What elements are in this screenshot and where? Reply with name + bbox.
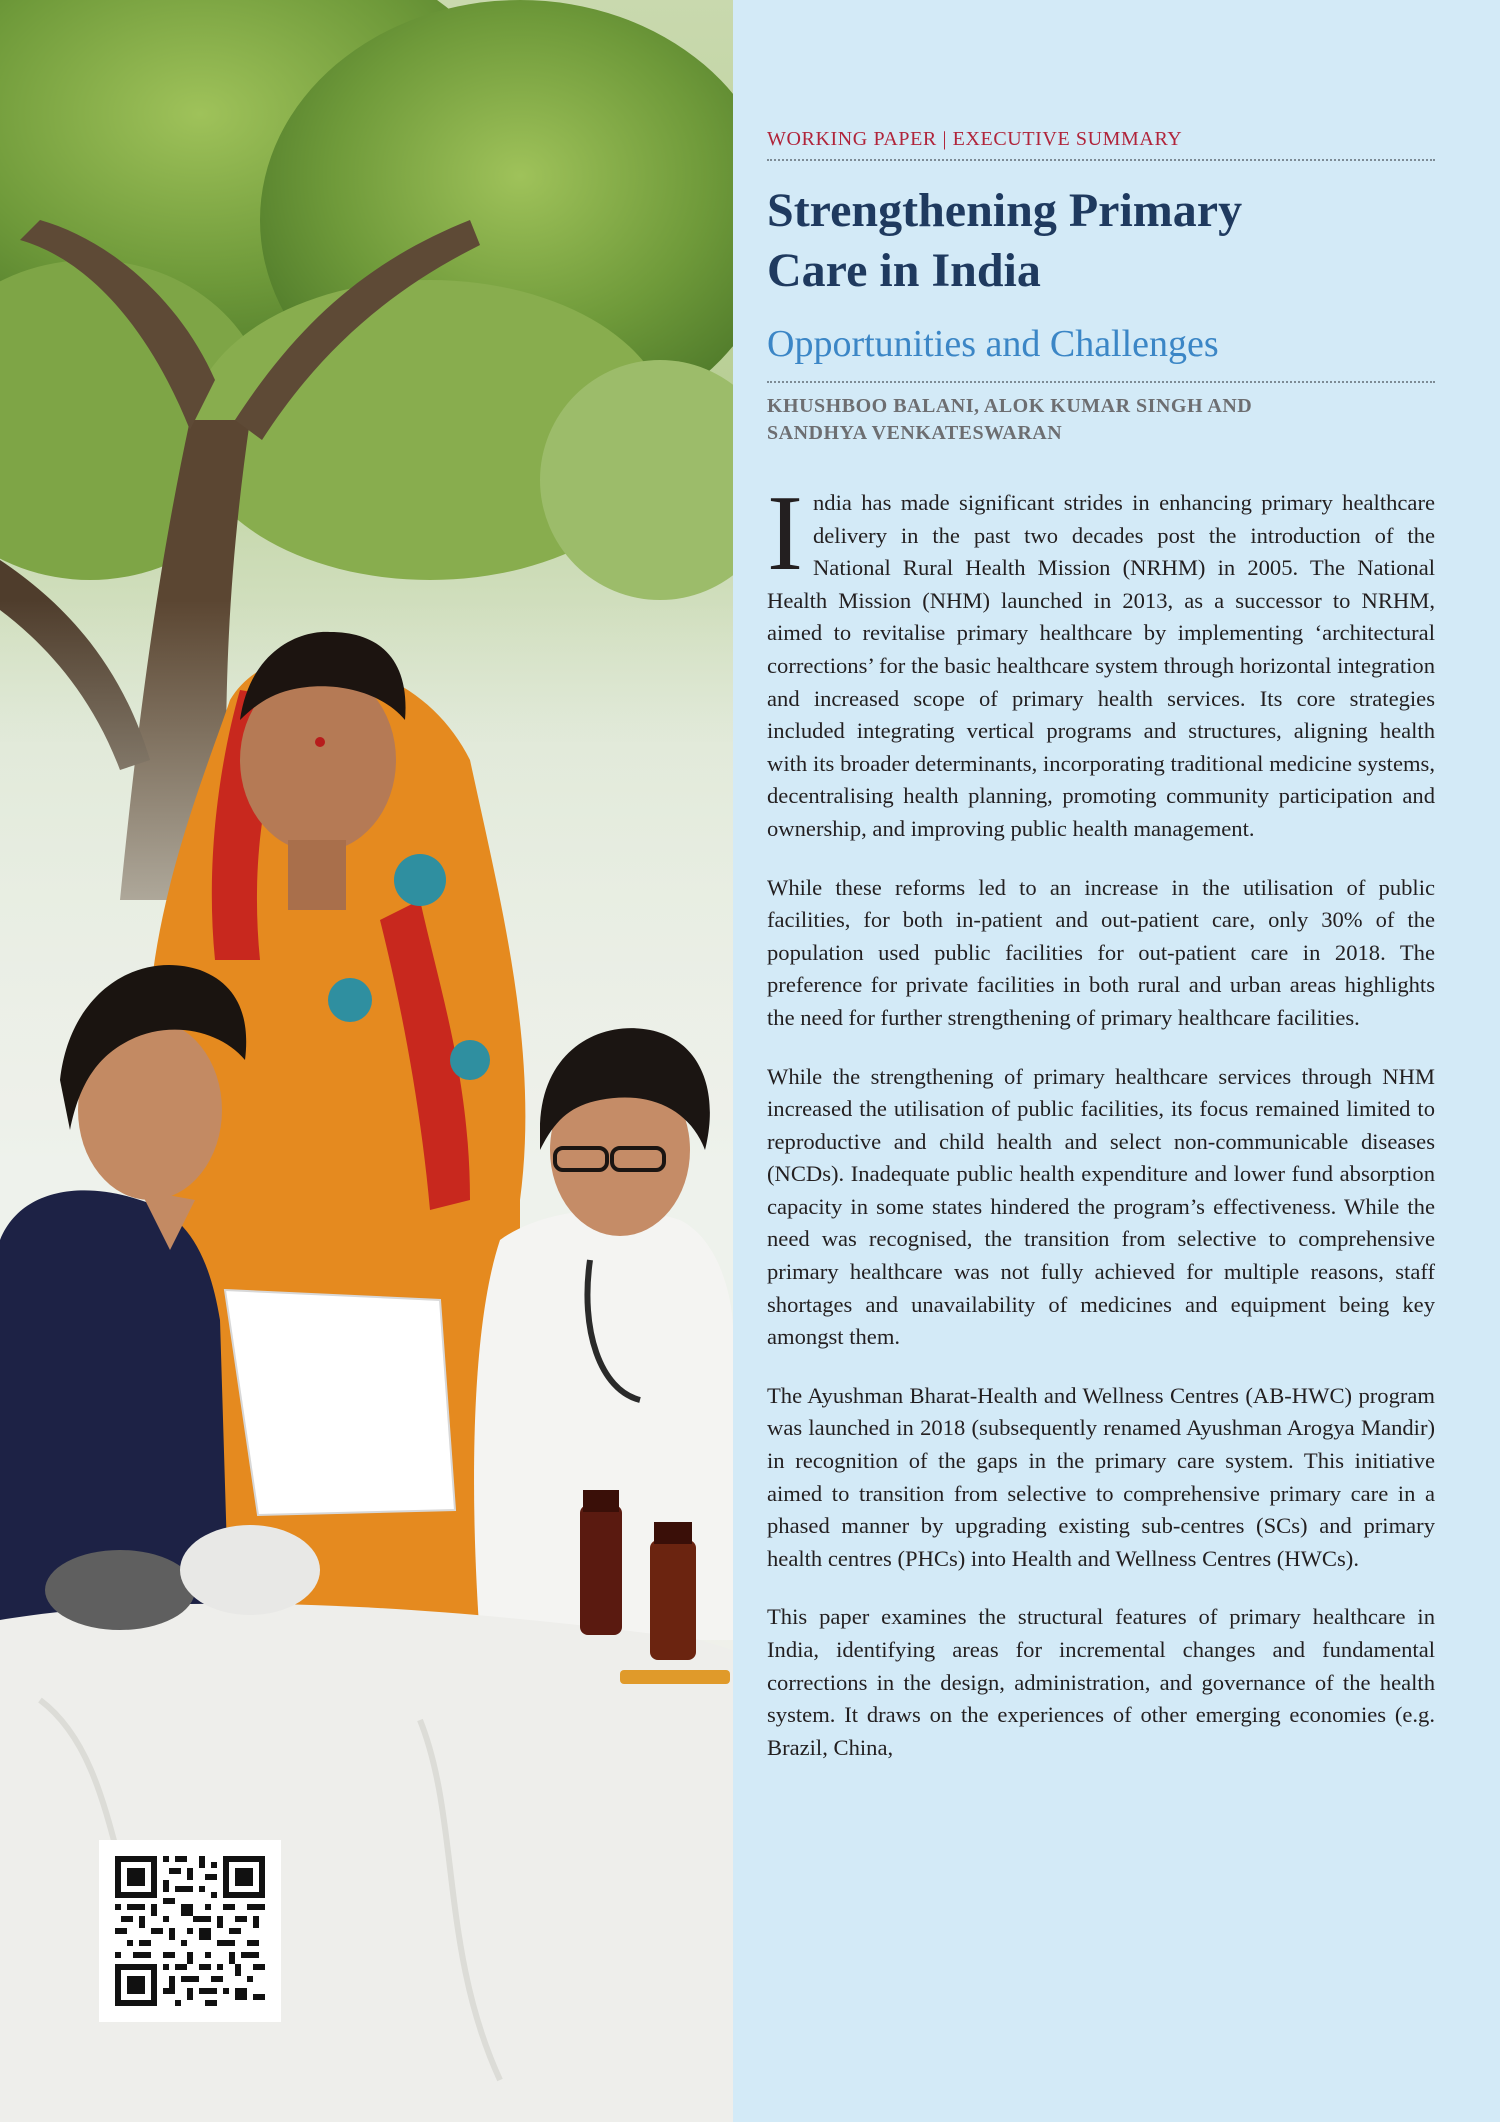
cover-photo-illustration [0, 0, 733, 2122]
qr-code-icon [115, 1856, 265, 2006]
summary-panel [733, 0, 1500, 2122]
qr-code[interactable] [99, 1840, 281, 2022]
summary-content [767, 128, 1435, 1790]
authors-line-1: KHUSHBOO BALANI, ALOK KUMAR SINGH AND [767, 395, 1253, 417]
paragraph-5: This paper examines the structural features of primary healthcare in India, identifying areas for incremental changes and fundamental corrections in the design, administration, and governance of the health system. It draws on the experiences of other emerging economies (e.g. Brazil, China, [767, 1604, 1435, 1760]
page-title [767, 181, 1435, 301]
paragraph-1 [767, 474, 1435, 846]
summary-body [767, 474, 1435, 1764]
title-line-2: Care in India [767, 244, 1041, 297]
title-line-1: Strengthening Primary [767, 184, 1243, 237]
paragraph-1-text: ndia has made significant strides in enhancing primary healthcare delivery in the past two decades post the introduction of the National Rural Health Mission (NRHM) in 2005. The National Health Mission (NHM) launched in 2013, as a successor to NRHM, aimed to revitalise primary healthcare by implementing ‘architectural corrections’ for the basic healthcare system through horizontal integration and increased scope of primary health services. Its core strategies included integrating vertical programs and structures, aligning health with its broader determinants, incorporating traditional medicine systems, decentralising health planning, promoting community participation and ownership, and improving public health management. [767, 490, 1435, 841]
drop-cap: I [767, 474, 803, 593]
paragraph-2: While these reforms led to an increase in the utilisation of public facilities, for both in-patient and out-patient care, only 30% of the population used public facilities for out-patient care in 2018. The preference for private facilities in both rural and urban areas highlights the need for further strengthening of primary healthcare facilities. [767, 874, 1435, 1030]
authors-line-2: SANDHYA VENKATESWARAN [767, 422, 1063, 444]
author-list [767, 393, 1435, 447]
document-type-label: WORKING PAPER | EXECUTIVE SUMMARY [767, 128, 1435, 161]
paragraph-4: The Ayushman Bharat-Health and Wellness Centres (AB-HWC) program was launched in 2018 (subsequently renamed Ayushman Arogya Mandir) in recognition of the gaps in the primary care system. This initiative aimed to transition from selective to comprehensive primary care in a phased manner by upgrading existing sub-centres (SCs) and primary health centres (PHCs) into Health and Wellness Centres (HWCs). [767, 1382, 1435, 1571]
page-subtitle: Opportunities and Challenges [767, 321, 1435, 383]
paragraph-3: While the strengthening of primary healthcare services through NHM increased the utilisation of public facilities, its focus remained limited to reproductive and child health and select non-communicable diseases (NCDs). Inadequate public health expenditure and lower fund absorption capacity in some states hindered the program’s effectiveness. While the need was recognised, the transition from selective to comprehensive primary healthcare was not fully achieved for multiple reasons, staff shortages and unavailability of medicines and equipment being key amongst them. [767, 1063, 1435, 1350]
cover-photo [0, 0, 733, 2122]
